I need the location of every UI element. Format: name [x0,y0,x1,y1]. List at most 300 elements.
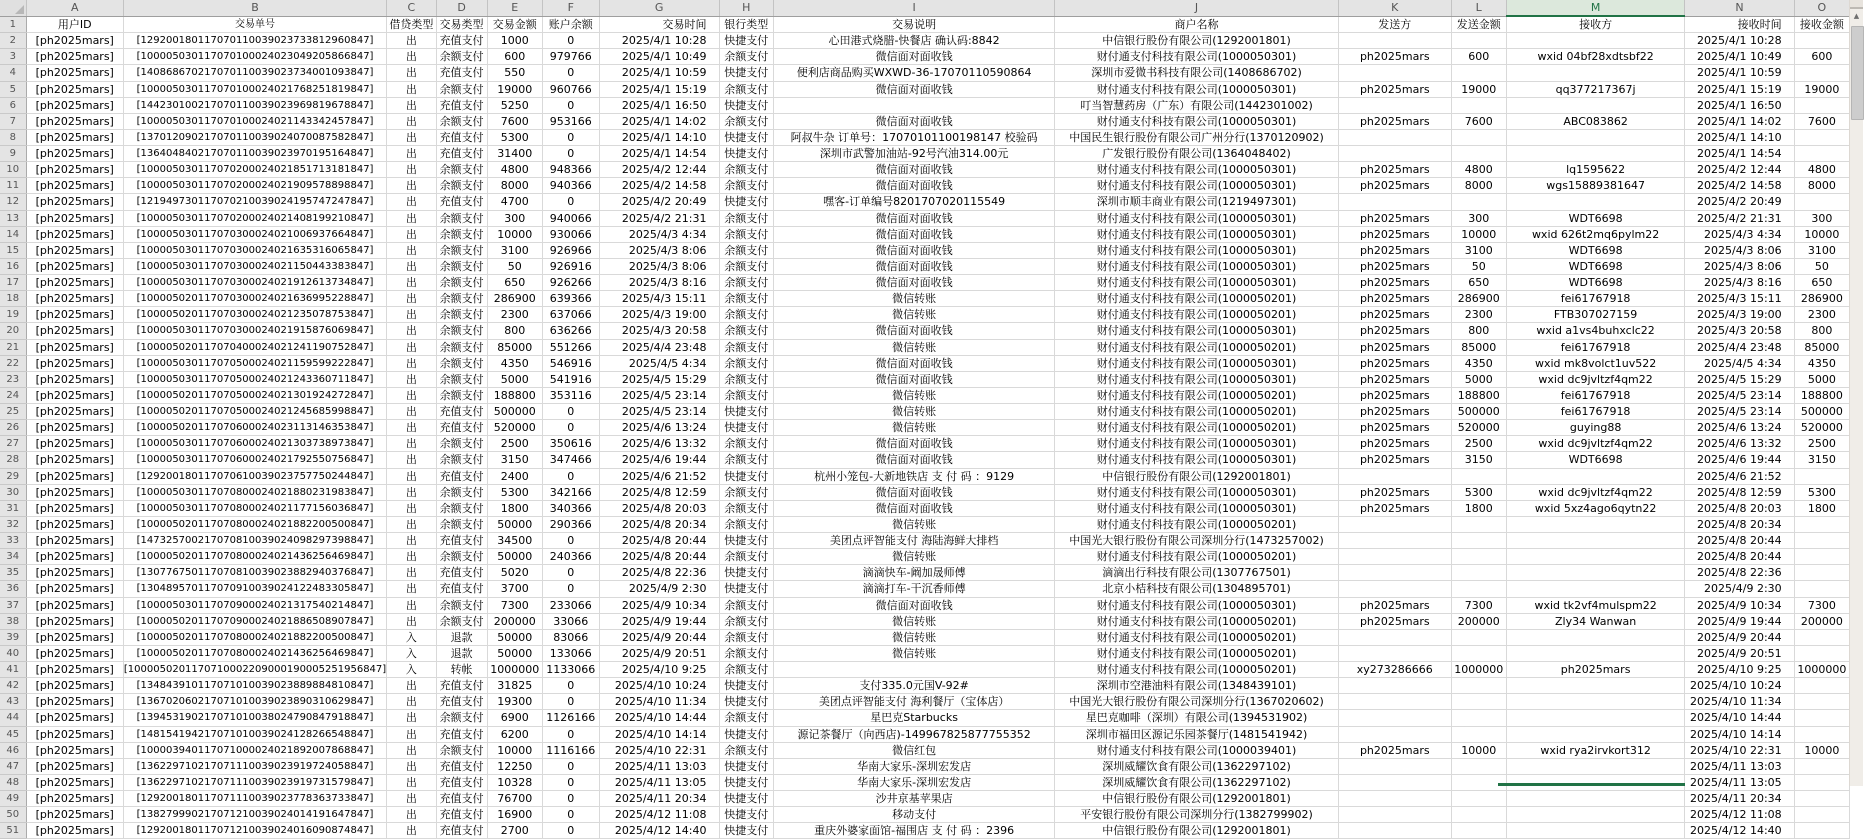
cell-H23[interactable]: 余额支付 [719,371,774,387]
cell-J10[interactable]: 财付通支付科技有限公司(1000050301) [1055,162,1339,178]
cell-A4[interactable]: [ph2025mars] [26,65,123,81]
cell-C36[interactable]: 出 [387,581,436,597]
cell-K41[interactable]: xy273286666 [1338,662,1451,678]
cell-E25[interactable]: 500000 [487,404,542,420]
cell-O3[interactable]: 600 [1794,49,1849,65]
cell-A27[interactable]: [ph2025mars] [26,436,123,452]
cell-F31[interactable]: 340366 [542,500,599,516]
cell-N41[interactable]: 2025/4/10 9:25 [1685,662,1794,678]
cell-E39[interactable]: 50000 [487,629,542,645]
cell-F11[interactable]: 940366 [542,178,599,194]
column-header-O[interactable]: O [1794,0,1849,16]
cell-K18[interactable]: ph2025mars [1338,291,1451,307]
cell-K26[interactable]: ph2025mars [1338,420,1451,436]
cell-C44[interactable]: 出 [387,710,436,726]
cell-F38[interactable]: 33066 [542,613,599,629]
cell-M41[interactable]: ph2025mars [1506,662,1685,678]
cell-I46[interactable]: 微信红包 [774,742,1055,758]
cell-O39[interactable] [1794,629,1849,645]
cell-L16[interactable]: 50 [1451,258,1506,274]
cell-B49[interactable]: [129200180117071110039023778363733847] [123,791,386,807]
cell-J43[interactable]: 中国光大银行股份有限公司深圳分行(1367020602) [1055,694,1339,710]
cell-A41[interactable]: [ph2025mars] [26,662,123,678]
cell-E17[interactable]: 650 [487,275,542,291]
row-number[interactable]: 28 [0,452,26,468]
cell-E48[interactable]: 10328 [487,774,542,790]
cell-L33[interactable] [1451,533,1506,549]
row-number[interactable]: 48 [0,774,26,790]
cell-H24[interactable]: 余额支付 [719,387,774,403]
cell-C26[interactable]: 出 [387,420,436,436]
cell-C23[interactable]: 出 [387,371,436,387]
cell-H18[interactable]: 余额支付 [719,291,774,307]
row-number[interactable]: 11 [0,178,26,194]
cell-D40[interactable]: 退款 [436,645,487,661]
cell-G46[interactable]: 2025/4/10 22:31 [599,742,719,758]
cell-O30[interactable]: 5300 [1794,484,1849,500]
cell-L34[interactable] [1451,549,1506,565]
cell-N48[interactable]: 2025/4/11 13:05 [1685,774,1794,790]
cell-F34[interactable]: 240366 [542,549,599,565]
cell-A6[interactable]: [ph2025mars] [26,97,123,113]
cell-H21[interactable]: 余额支付 [719,339,774,355]
cell-O22[interactable]: 4350 [1794,355,1849,371]
cell-J5[interactable]: 财付通支付科技有限公司(1000050301) [1055,81,1339,97]
cell-N44[interactable]: 2025/4/10 14:44 [1685,710,1794,726]
row-number[interactable]: 22 [0,355,26,371]
cell-H44[interactable]: 余额支付 [719,710,774,726]
cell-B34[interactable]: [100005020117070800024021436256469847] [123,549,386,565]
cell-I30[interactable]: 微信面对面收钱 [774,484,1055,500]
cell-H12[interactable]: 快捷支付 [719,194,774,210]
cell-B24[interactable]: [100005020117070500024021301924272847] [123,387,386,403]
cell-O12[interactable] [1794,194,1849,210]
cell-L21[interactable]: 85000 [1451,339,1506,355]
cell-C40[interactable]: 入 [387,645,436,661]
cell-E50[interactable]: 16900 [487,807,542,823]
cell-M4[interactable] [1506,65,1685,81]
cell-D38[interactable]: 余额支付 [436,613,487,629]
cell-K4[interactable] [1338,65,1451,81]
cell-F45[interactable]: 0 [542,726,599,742]
cell-B7[interactable]: [100005030117070100024021143342457847] [123,113,386,129]
row-number[interactable]: 44 [0,710,26,726]
cell-H3[interactable]: 余额支付 [719,49,774,65]
cell-D35[interactable]: 充值支付 [436,565,487,581]
cell-N12[interactable]: 2025/4/2 20:49 [1685,194,1794,210]
column-header-A[interactable]: A [26,0,123,16]
cell-J19[interactable]: 财付通支付科技有限公司(1000050201) [1055,307,1339,323]
cell-N22[interactable]: 2025/4/5 4:34 [1685,355,1794,371]
cell-A40[interactable]: [ph2025mars] [26,645,123,661]
cell-I20[interactable]: 微信面对面收钱 [774,323,1055,339]
cell-N14[interactable]: 2025/4/3 4:34 [1685,226,1794,242]
cell-G51[interactable]: 2025/4/12 14:40 [599,823,719,839]
cell-A46[interactable]: [ph2025mars] [26,742,123,758]
cell-A42[interactable]: [ph2025mars] [26,678,123,694]
cell-C21[interactable]: 出 [387,339,436,355]
cell-J11[interactable]: 财付通支付科技有限公司(1000050301) [1055,178,1339,194]
cell-N17[interactable]: 2025/4/3 8:16 [1685,275,1794,291]
cell-G37[interactable]: 2025/4/9 10:34 [599,597,719,613]
cell-J36[interactable]: 北京小桔科技有限公司(1304895701) [1055,581,1339,597]
cell-D36[interactable]: 充值支付 [436,581,487,597]
cell-I23[interactable]: 微信面对面收钱 [774,371,1055,387]
cell-G3[interactable]: 2025/4/1 10:49 [599,49,719,65]
cell-H1[interactable]: 银行类型 [719,16,774,33]
cell-A50[interactable]: [ph2025mars] [26,807,123,823]
cell-D48[interactable]: 充值支付 [436,774,487,790]
cell-C49[interactable]: 出 [387,791,436,807]
cell-A47[interactable]: [ph2025mars] [26,758,123,774]
cell-H35[interactable]: 快捷支付 [719,565,774,581]
cell-F32[interactable]: 290366 [542,516,599,532]
cell-L5[interactable]: 19000 [1451,81,1506,97]
cell-D14[interactable]: 余额支付 [436,226,487,242]
cell-D8[interactable]: 充值支付 [436,129,487,145]
cell-B11[interactable]: [100005030117070200024021909578898847] [123,178,386,194]
cell-A14[interactable]: [ph2025mars] [26,226,123,242]
cell-H19[interactable]: 余额支付 [719,307,774,323]
cell-I13[interactable]: 微信面对面收钱 [774,210,1055,226]
cell-C25[interactable]: 出 [387,404,436,420]
cell-D31[interactable]: 余额支付 [436,500,487,516]
cell-L10[interactable]: 4800 [1451,162,1506,178]
cell-C41[interactable]: 入 [387,662,436,678]
cell-B8[interactable]: [137012090217070110039024070087582847] [123,129,386,145]
cell-D30[interactable]: 余额支付 [436,484,487,500]
cell-E1[interactable]: 交易金额 [487,16,542,33]
cell-B13[interactable]: [100005030117070200024021408199210847] [123,210,386,226]
cell-B15[interactable]: [100005030117070300024021635316065847] [123,242,386,258]
cell-C5[interactable]: 出 [387,81,436,97]
cell-L41[interactable]: 1000000 [1451,662,1506,678]
cell-D42[interactable]: 充值支付 [436,678,487,694]
cell-I51[interactable]: 重庆外婆家面馆-福围店 支 付 码 ：2396 [774,823,1055,839]
cell-K45[interactable] [1338,726,1451,742]
cell-A5[interactable]: [ph2025mars] [26,81,123,97]
cell-F1[interactable]: 账户余额 [542,16,599,33]
cell-E4[interactable]: 550 [487,65,542,81]
cell-L35[interactable] [1451,565,1506,581]
cell-M46[interactable]: wxid rya2irvkort312 [1506,742,1685,758]
cell-C43[interactable]: 出 [387,694,436,710]
cell-N34[interactable]: 2025/4/8 20:44 [1685,549,1794,565]
cell-K5[interactable]: ph2025mars [1338,81,1451,97]
cell-D39[interactable]: 退款 [436,629,487,645]
cell-B50[interactable]: [138279990217071210039024014191647847] [123,807,386,823]
cell-C42[interactable]: 出 [387,678,436,694]
cell-O47[interactable] [1794,758,1849,774]
cell-E41[interactable]: 1000000 [487,662,542,678]
cell-J39[interactable]: 财付通支付科技有限公司(1000050201) [1055,629,1339,645]
cell-B38[interactable]: [100005020117070900024021886508907847] [123,613,386,629]
cell-B40[interactable]: [100005020117070800024021436256469847] [123,645,386,661]
cell-D19[interactable]: 余额支付 [436,307,487,323]
cell-K8[interactable] [1338,129,1451,145]
cell-D37[interactable]: 余额支付 [436,597,487,613]
cell-E16[interactable]: 50 [487,258,542,274]
cell-O49[interactable] [1794,791,1849,807]
column-header-C[interactable]: C [387,0,436,16]
cell-C18[interactable]: 出 [387,291,436,307]
cell-C9[interactable]: 出 [387,146,436,162]
cell-H29[interactable]: 快捷支付 [719,468,774,484]
cell-B9[interactable]: [136404840217070110039023970195164847] [123,146,386,162]
cell-O51[interactable] [1794,823,1849,839]
cell-L44[interactable] [1451,710,1506,726]
cell-M38[interactable]: Zly34 Wanwan [1506,613,1685,629]
row-number[interactable]: 24 [0,387,26,403]
column-header-D[interactable]: D [436,0,487,16]
cell-K40[interactable] [1338,645,1451,661]
cell-K28[interactable]: ph2025mars [1338,452,1451,468]
cell-K49[interactable] [1338,791,1451,807]
cell-D12[interactable]: 充值支付 [436,194,487,210]
cell-M22[interactable]: wxid mk8volct1uv522 [1506,355,1685,371]
cell-O21[interactable]: 85000 [1794,339,1849,355]
cell-O42[interactable] [1794,678,1849,694]
cell-E6[interactable]: 5250 [487,97,542,113]
cell-L7[interactable]: 7600 [1451,113,1506,129]
cell-C39[interactable]: 入 [387,629,436,645]
cell-D16[interactable]: 余额支付 [436,258,487,274]
cell-J13[interactable]: 财付通支付科技有限公司(1000050301) [1055,210,1339,226]
cell-G6[interactable]: 2025/4/1 16:50 [599,97,719,113]
cell-E11[interactable]: 8000 [487,178,542,194]
cell-A43[interactable]: [ph2025mars] [26,694,123,710]
cell-N24[interactable]: 2025/4/5 23:14 [1685,387,1794,403]
cell-M43[interactable] [1506,694,1685,710]
cell-A51[interactable]: [ph2025mars] [26,823,123,839]
cell-F15[interactable]: 926966 [542,242,599,258]
cell-I2[interactable]: 心田港式烧腊-快餐店 确认码:8842 [774,33,1055,49]
cell-F13[interactable]: 940066 [542,210,599,226]
cell-J48[interactable]: 深圳威耀饮食有限公司(1362297102) [1055,774,1339,790]
cell-M36[interactable] [1506,581,1685,597]
cell-N15[interactable]: 2025/4/3 8:06 [1685,242,1794,258]
cell-B14[interactable]: [100005030117070300024021006937664847] [123,226,386,242]
column-header-N[interactable]: N [1685,0,1794,16]
cell-L46[interactable]: 10000 [1451,742,1506,758]
cell-C22[interactable]: 出 [387,355,436,371]
cell-E40[interactable]: 50000 [487,645,542,661]
column-header-E[interactable]: E [487,0,542,16]
cell-L18[interactable]: 286900 [1451,291,1506,307]
cell-C12[interactable]: 出 [387,194,436,210]
row-number[interactable]: 12 [0,194,26,210]
cell-B16[interactable]: [100005030117070300024021150443383847] [123,258,386,274]
cell-M33[interactable] [1506,533,1685,549]
cell-G31[interactable]: 2025/4/8 20:03 [599,500,719,516]
cell-M29[interactable] [1506,468,1685,484]
cell-F2[interactable]: 0 [542,33,599,49]
cell-O18[interactable]: 286900 [1794,291,1849,307]
cell-B37[interactable]: [100005030117070900024021317540214847] [123,597,386,613]
cell-O9[interactable] [1794,146,1849,162]
cell-F26[interactable]: 0 [542,420,599,436]
cell-L20[interactable]: 800 [1451,323,1506,339]
cell-B17[interactable]: [100005030117070300024021912613734847] [123,275,386,291]
cell-B6[interactable]: [144230100217070110039023969819678847] [123,97,386,113]
cell-F21[interactable]: 551266 [542,339,599,355]
cell-B30[interactable]: [100005030117070800024021880231983847] [123,484,386,500]
cell-M20[interactable]: wxid a1vs4buhxclc22 [1506,323,1685,339]
cell-J37[interactable]: 财付通支付科技有限公司(1000050301) [1055,597,1339,613]
cell-C2[interactable]: 出 [387,33,436,49]
cell-L42[interactable] [1451,678,1506,694]
cell-N36[interactable]: 2025/4/9 2:30 [1685,581,1794,597]
cell-D33[interactable]: 充值支付 [436,533,487,549]
cell-G45[interactable]: 2025/4/10 14:14 [599,726,719,742]
cell-L40[interactable] [1451,645,1506,661]
cell-K33[interactable] [1338,533,1451,549]
cell-J32[interactable]: 财付通支付科技有限公司(1000050201) [1055,516,1339,532]
cell-K29[interactable] [1338,468,1451,484]
cell-M26[interactable]: guying88 [1506,420,1685,436]
cell-G14[interactable]: 2025/4/3 4:34 [599,226,719,242]
cell-O31[interactable]: 1800 [1794,500,1849,516]
cell-B46[interactable]: [100003940117071000024021892007868847] [123,742,386,758]
cell-M15[interactable]: WDT6698 [1506,242,1685,258]
cell-M9[interactable] [1506,146,1685,162]
cell-F16[interactable]: 926916 [542,258,599,274]
cell-I7[interactable]: 微信面对面收钱 [774,113,1055,129]
cell-L2[interactable] [1451,33,1506,49]
cell-E24[interactable]: 188800 [487,387,542,403]
cell-G20[interactable]: 2025/4/3 20:58 [599,323,719,339]
cell-G10[interactable]: 2025/4/2 12:44 [599,162,719,178]
cell-J22[interactable]: 财付通支付科技有限公司(1000050301) [1055,355,1339,371]
cell-J30[interactable]: 财付通支付科技有限公司(1000050301) [1055,484,1339,500]
cell-M23[interactable]: wxid dc9jvltzf4qm22 [1506,371,1685,387]
column-header-M[interactable]: M [1506,0,1685,16]
cell-G21[interactable]: 2025/4/4 23:48 [599,339,719,355]
cell-G16[interactable]: 2025/4/3 8:06 [599,258,719,274]
cell-K42[interactable] [1338,678,1451,694]
cell-B31[interactable]: [100005030117070800024021177156036847] [123,500,386,516]
cell-L28[interactable]: 3150 [1451,452,1506,468]
cell-F20[interactable]: 636266 [542,323,599,339]
cell-B27[interactable]: [100005030117070600024021303738973847] [123,436,386,452]
row-number[interactable]: 51 [0,823,26,839]
cell-D51[interactable]: 充值支付 [436,823,487,839]
cell-O28[interactable]: 3150 [1794,452,1849,468]
cell-G44[interactable]: 2025/4/10 14:44 [599,710,719,726]
cell-K15[interactable]: ph2025mars [1338,242,1451,258]
cell-D6[interactable]: 充值支付 [436,97,487,113]
cell-L32[interactable] [1451,516,1506,532]
cell-L8[interactable] [1451,129,1506,145]
cell-D50[interactable]: 充值支付 [436,807,487,823]
cell-D3[interactable]: 余额支付 [436,49,487,65]
row-number[interactable]: 33 [0,533,26,549]
cell-H51[interactable]: 快捷支付 [719,823,774,839]
cell-N11[interactable]: 2025/4/2 14:58 [1685,178,1794,194]
cell-L9[interactable] [1451,146,1506,162]
cell-E22[interactable]: 4350 [487,355,542,371]
cell-E43[interactable]: 19300 [487,694,542,710]
cell-B12[interactable]: [121949730117070210039024195747247847] [123,194,386,210]
cell-I26[interactable]: 微信转账 [774,420,1055,436]
cell-I38[interactable]: 微信转账 [774,613,1055,629]
cell-O5[interactable]: 19000 [1794,81,1849,97]
column-header-G[interactable]: G [599,0,719,16]
cell-A26[interactable]: [ph2025mars] [26,420,123,436]
cell-M51[interactable] [1506,823,1685,839]
cell-N47[interactable]: 2025/4/11 13:03 [1685,758,1794,774]
cell-G34[interactable]: 2025/4/8 20:44 [599,549,719,565]
cell-E42[interactable]: 31825 [487,678,542,694]
cell-M16[interactable]: WDT6698 [1506,258,1685,274]
cell-K7[interactable]: ph2025mars [1338,113,1451,129]
cell-C11[interactable]: 出 [387,178,436,194]
column-header-J[interactable]: J [1055,0,1339,16]
cell-K44[interactable] [1338,710,1451,726]
cell-H33[interactable]: 快捷支付 [719,533,774,549]
cell-F23[interactable]: 541916 [542,371,599,387]
cell-O26[interactable]: 520000 [1794,420,1849,436]
cell-K12[interactable] [1338,194,1451,210]
cell-J29[interactable]: 中信银行股份有限公司(1292001801) [1055,468,1339,484]
cell-J34[interactable]: 财付通支付科技有限公司(1000050201) [1055,549,1339,565]
cell-K1[interactable]: 发送方 [1338,16,1451,33]
cell-D34[interactable]: 余额支付 [436,549,487,565]
cell-J6[interactable]: 叮当智慧药房（广东）有限公司(1442301002) [1055,97,1339,113]
cell-K51[interactable] [1338,823,1451,839]
cell-J3[interactable]: 财付通支付科技有限公司(1000050301) [1055,49,1339,65]
cell-A22[interactable]: [ph2025mars] [26,355,123,371]
cell-O27[interactable]: 2500 [1794,436,1849,452]
cell-N49[interactable]: 2025/4/11 20:34 [1685,791,1794,807]
cell-L26[interactable]: 520000 [1451,420,1506,436]
cell-C30[interactable]: 出 [387,484,436,500]
cell-M18[interactable]: fei61767918 [1506,291,1685,307]
row-number[interactable]: 46 [0,742,26,758]
cell-L49[interactable] [1451,791,1506,807]
cell-K48[interactable] [1338,774,1451,790]
cell-I24[interactable]: 微信转账 [774,387,1055,403]
cell-G26[interactable]: 2025/4/6 13:24 [599,420,719,436]
cell-L29[interactable] [1451,468,1506,484]
cell-G41[interactable]: 2025/4/10 9:25 [599,662,719,678]
cell-J42[interactable]: 深圳市空港油料有限公司(1348439101) [1055,678,1339,694]
cell-I17[interactable]: 微信面对面收钱 [774,275,1055,291]
cell-G1[interactable]: 交易时间 [599,16,719,33]
cell-A18[interactable]: [ph2025mars] [26,291,123,307]
cell-G30[interactable]: 2025/4/8 12:59 [599,484,719,500]
cell-I45[interactable]: 源记茶餐厅（向西店)-149967825877755352 [774,726,1055,742]
row-number[interactable]: 38 [0,613,26,629]
cell-I27[interactable]: 微信面对面收钱 [774,436,1055,452]
cell-A2[interactable]: [ph2025mars] [26,33,123,49]
cell-H39[interactable]: 余额支付 [719,629,774,645]
cell-I9[interactable]: 深圳市武警加油站-92号汽油314.00元 [774,146,1055,162]
cell-A34[interactable]: [ph2025mars] [26,549,123,565]
cell-C7[interactable]: 出 [387,113,436,129]
cell-E7[interactable]: 7600 [487,113,542,129]
cell-A8[interactable]: [ph2025mars] [26,129,123,145]
cell-N9[interactable]: 2025/4/1 14:54 [1685,146,1794,162]
cell-A35[interactable]: [ph2025mars] [26,565,123,581]
cell-A9[interactable]: [ph2025mars] [26,146,123,162]
cell-G40[interactable]: 2025/4/9 20:51 [599,645,719,661]
cell-K3[interactable]: ph2025mars [1338,49,1451,65]
cell-C27[interactable]: 出 [387,436,436,452]
cell-D1[interactable]: 交易类型 [436,16,487,33]
cell-B26[interactable]: [100005020117070600024023113146353847] [123,420,386,436]
cell-I37[interactable]: 微信面对面收钱 [774,597,1055,613]
